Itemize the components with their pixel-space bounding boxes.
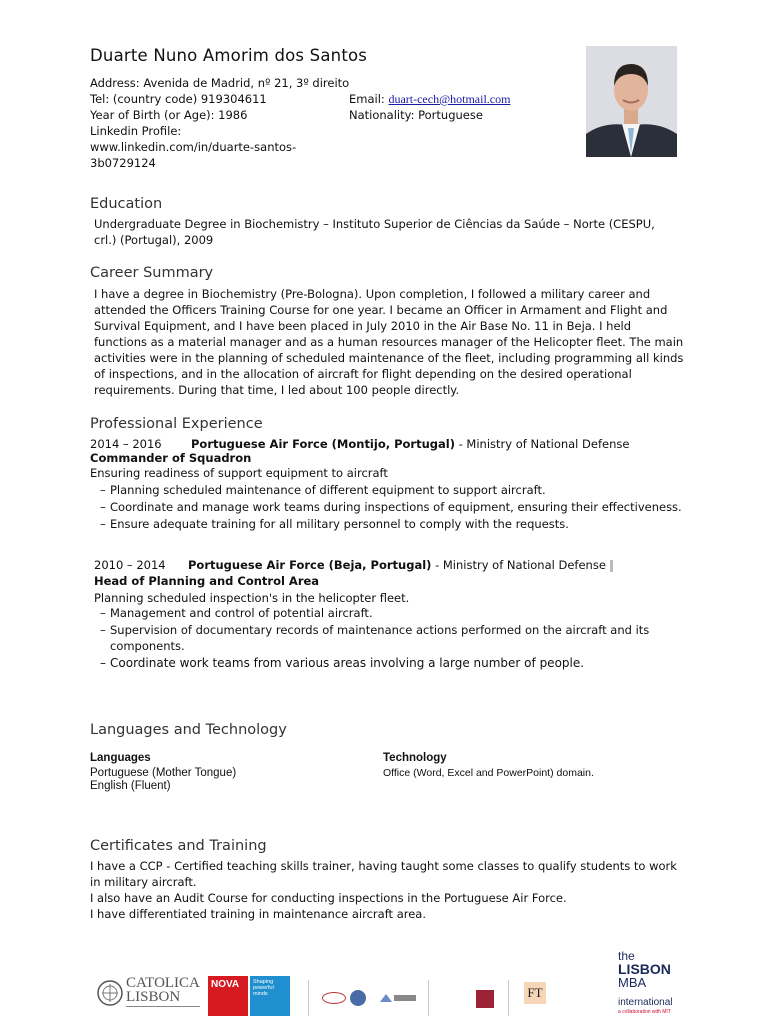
job1-bullets	[100, 482, 740, 532]
mba-the: the	[618, 949, 635, 963]
footer-divider	[428, 980, 429, 1016]
lisbon-mba-logo	[618, 950, 690, 1024]
email-label: Email:	[349, 92, 385, 106]
career-line: attended the Officers Training Course for one year. I became an Officer in Armament and Flight and	[94, 303, 668, 317]
job2-bullets	[100, 605, 660, 671]
job1-employer-row	[191, 436, 629, 452]
career-heading: Career Summary	[90, 265, 214, 281]
text-cursor-marker	[610, 560, 613, 572]
career-line: of inspections, and in the allocation of aircraft for flight depending on the desired operational	[94, 367, 632, 381]
career-line: activities were in the planning of scheduled maintenance of the fleet, including programming all kinds	[94, 351, 684, 365]
mba-collab: a collaboration with MIT	[618, 1009, 671, 1015]
job1-employer: Portuguese Air Force (Montijo, Portugal)	[191, 437, 455, 451]
amba-icon	[378, 992, 418, 1004]
linkedin-url-line1: www.linkedin.com/in/duarte-santos-	[90, 140, 297, 154]
linkedin-url-line2: 3b0729124	[90, 156, 156, 170]
mit-building-icon	[476, 990, 494, 1008]
mba-lisbon: LISBON	[618, 961, 671, 977]
job1-years: 2014 – 2016	[90, 437, 162, 451]
ft-text: FT	[527, 985, 543, 1000]
certificates-text	[90, 858, 720, 922]
education-line2: crl.) (Portugal), 2009	[94, 233, 214, 247]
certificate-line: I have a CCP - Certified teaching skills trainer, having taught some classes to qualify students to work	[90, 859, 677, 873]
job2-bullet: – Coordinate work teams from various areas involving a large number of people.	[100, 655, 660, 671]
job2-bullet: – Management and control of potential aircraft.	[100, 605, 660, 621]
career-summary	[94, 286, 714, 398]
career-line: functions as a material manager and as a human resources manager of the Helicopter fleet. The main	[94, 335, 684, 349]
job1-bullet: – Ensure adequate training for all military personnel to comply with the requests.	[100, 516, 740, 532]
catolica-text1: CATOLICA	[126, 975, 200, 991]
job2-bullet: – Supervision of documentary records of maintenance actions performed on the aircraft and its	[100, 622, 660, 638]
certificate-line: in military aircraft.	[90, 875, 197, 889]
job1-summary: Ensuring readiness of support equipment to aircraft	[90, 466, 388, 480]
job2-bullet-continuation: components.	[110, 639, 185, 653]
job2-role: Head of Planning and Control Area	[94, 574, 320, 588]
year-of-birth: Year of Birth (or Age): 1986	[90, 108, 248, 122]
email-link[interactable]: duart-cech@hotmail.com	[388, 92, 511, 106]
job2-employer: Portuguese Air Force (Beja, Portugal)	[188, 558, 432, 572]
catolica-text2: LISBON	[126, 989, 181, 1005]
certificate-line: I also have an Audit Course for conducting inspections in the Portuguese Air Force.	[90, 891, 567, 905]
catolica-underline	[126, 1006, 200, 1010]
telephone: Tel: (country code) 919304611	[90, 92, 267, 106]
email-row	[349, 91, 510, 107]
language-item: English (Fluent)	[90, 780, 171, 792]
experience-heading: Professional Experience	[90, 416, 263, 432]
catolica-logo	[96, 976, 204, 1016]
certificate-line: I have differentiated training in maintenance aircraft area.	[90, 907, 427, 921]
job2-employer-row	[188, 557, 613, 573]
catolica-crest-icon	[96, 978, 124, 1008]
mba-international: international	[618, 997, 673, 1008]
nova-tagline: Shaping powerful minds	[253, 979, 274, 997]
technology-subheading: Technology	[383, 752, 447, 764]
profile-photo	[586, 46, 677, 157]
education-line1: Undergraduate Degree in Biochemistry – Instituto Superior de Ciências da Saúde – Norte (CESPU,	[94, 217, 655, 231]
career-line: Survival Equipment, and I have been placed in July 2010 in the Air Base No. 11 in Beja. I held	[94, 319, 632, 333]
ft-logo	[524, 982, 546, 1004]
nova-logo	[208, 976, 248, 1016]
footer-logos	[90, 948, 690, 1024]
address: Address: Avenida de Madrid, nº 21, 3º direito	[90, 76, 350, 90]
footer-divider	[308, 980, 309, 1016]
job1-role: Commander of Squadron	[90, 451, 252, 465]
career-line: I have a degree in Biochemistry (Pre-Bologna). Upon completion, I followed a military career and	[94, 287, 651, 301]
nova-text: NOVA	[211, 979, 240, 990]
linkedin-label: Linkedin Profile:	[90, 124, 182, 138]
candidate-name: Duarte Nuno Amorim dos Santos	[90, 46, 368, 65]
career-line: requirements. During that time, I led about 100 people directly.	[94, 383, 460, 397]
job1-bullet: – Planning scheduled maintenance of different equipment to support aircraft.	[100, 482, 740, 498]
languages-subheading: Languages	[90, 752, 151, 764]
aacsb-icon	[350, 990, 366, 1006]
job2-ministry: - Ministry of National Defense	[435, 558, 606, 572]
nationality: Nationality: Portuguese	[349, 108, 483, 122]
certificates-heading: Certificates and Training	[90, 838, 267, 854]
mba-mba: MBA	[618, 975, 647, 990]
language-item: Portuguese (Mother Tongue)	[90, 767, 237, 779]
technology-item: Office (Word, Excel and PowerPoint) domain.	[383, 767, 594, 779]
job1-ministry: - Ministry of National Defense	[458, 437, 630, 451]
job1-bullet: – Coordinate and manage work teams during inspections of equipment, ensuring their effectiveness.	[100, 499, 740, 515]
equis-icon	[322, 992, 346, 1004]
nova-tagline-box	[250, 976, 290, 1016]
job2-summary: Planning scheduled inspection's in the helicopter fleet.	[94, 591, 410, 605]
education-heading: Education	[90, 196, 163, 212]
footer-divider	[508, 980, 509, 1016]
job2-years: 2010 – 2014	[94, 558, 166, 572]
languages-heading: Languages and Technology	[90, 722, 287, 738]
